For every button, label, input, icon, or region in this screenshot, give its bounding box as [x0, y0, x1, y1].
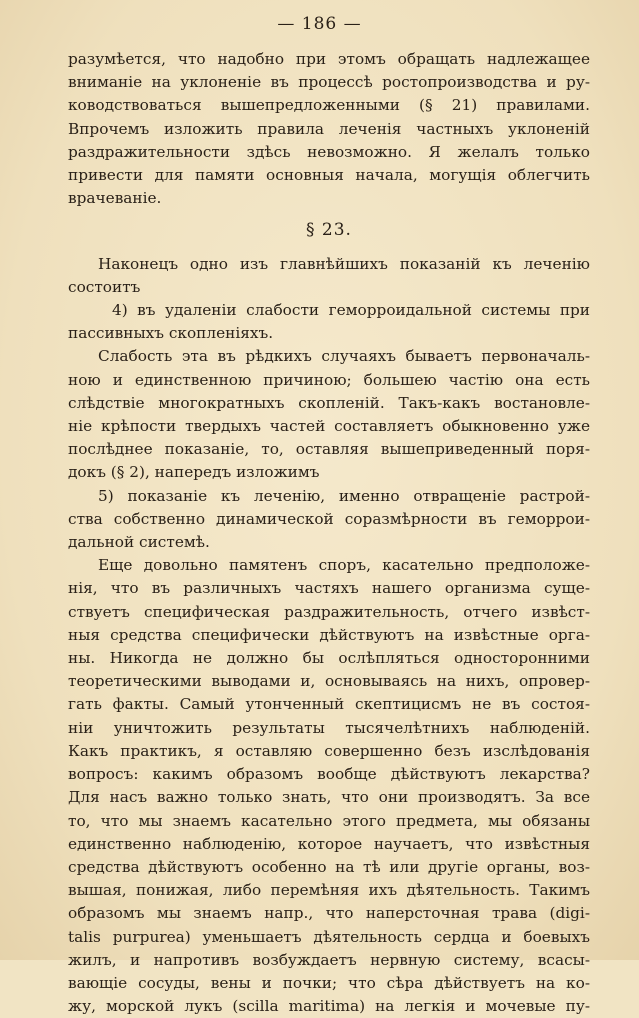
section-heading: § 23.: [306, 220, 352, 241]
page-body: [68, 48, 590, 1018]
text-line: дальной системѣ.: [68, 533, 210, 552]
text-line: Еще довольно памятенъ споръ, касательно предположе-: [98, 556, 590, 575]
text-line: Впрочемъ изложить правила леченія частныхъ уклоненій: [68, 119, 590, 138]
text-line: вающіе сосуды, вены и почки; что сѣра дѣйствуетъ на ко-: [68, 973, 590, 992]
text-line: единственно наблюденію, которое научаетъ, что извѣстныя: [68, 834, 590, 853]
text-line: слѣдствіе многократныхъ скопленій. Такъ-какъ востановле-: [68, 393, 590, 412]
text-line: вопросъ: какимъ образомъ вообще дѣйствуютъ лекарства?: [68, 765, 590, 784]
text-line: жу, морской лукъ (scilla maritima) на легкія и мочевые пу-: [68, 997, 590, 1016]
text-line: нія, что въ различныхъ частяхъ нашего организма суще-: [68, 579, 590, 598]
text-line: 4) въ удаленіи слабости геморроидальной системы при: [112, 301, 590, 320]
text-line: то, что мы знаемъ касательно этого предмета, мы обязаны: [68, 811, 590, 830]
text-line: ніе крѣпости твердыхъ частей составляетъ обыкновенно уже: [68, 417, 590, 436]
text-line: вышая, понижая, либо перемѣняя ихъ дѣятельность. Такимъ: [68, 881, 590, 900]
text-line: послѣднее показаніе, то, оставляя вышеприведенный поря-: [68, 440, 590, 459]
text-line: привести для памяти основныя начала, могущія облегчить: [68, 166, 590, 185]
text-line: ною и единственною причиною; большею частію она есть: [68, 370, 590, 389]
text-line: теоретическими выводами и, основываясь на нихъ, опровер-: [68, 672, 590, 691]
text-line: 5) показаніе къ леченію, именно отвращеніе растрой-: [98, 486, 590, 505]
text-line: ствуетъ специфическая раздражительность, отчего извѣст-: [68, 602, 590, 621]
text-line: вниманіе на уклоненіе въ процессѣ ростопроизводства и ру-: [68, 73, 590, 92]
text-line: образомъ мы знаемъ напр., что наперсточная трава (digi-: [68, 904, 590, 923]
text-line: Для насъ важно только знать, что они производятъ. За все: [68, 788, 590, 807]
text-line: раздражительности здѣсь невозможно. Я желалъ только: [68, 142, 590, 161]
text-line: состоитъ: [68, 277, 141, 296]
text-line: жилъ, и напротивъ возбуждаетъ нервную систему, всасы-: [68, 950, 590, 969]
text-line: средства дѣйствуютъ особенно на тѣ или другіе органы, воз-: [68, 857, 590, 876]
text-line: гать факты. Самый утонченный скептицисмъ не въ состоя-: [68, 695, 590, 714]
text-line: ководствоваться вышепредложенными (§ 21) правилами.: [68, 96, 590, 115]
text-line: Слабость эта въ рѣдкихъ случаяхъ бываетъ первоначаль-: [98, 347, 590, 366]
page-number: — 186 —: [277, 14, 362, 34]
text-line: пассивныхъ скопленіяхъ.: [68, 324, 274, 343]
text-line: ны. Никогда не должно бы ослѣпляться односторонними: [68, 649, 590, 668]
text-line: talis purpurea) уменьшаетъ дѣятельность сердца и боевыхъ: [68, 927, 590, 946]
text-line: врачеваніе.: [68, 189, 162, 208]
text-line: докъ (§ 2), напередъ изложимъ: [68, 463, 320, 482]
text-line: Наконецъ одно изъ главнѣйшихъ показаній къ леченію: [98, 254, 590, 273]
text-line: ства собственно динамической соразмѣрности въ геморрои-: [68, 509, 590, 528]
text-line: ніи уничтожить результаты тысячелѣтнихъ наблюденій.: [68, 718, 590, 737]
text-line: разумѣется, что надобно при этомъ обращать надлежащее: [68, 50, 590, 68]
text-line: ныя средства специфически дѣйствуютъ на извѣстные орга-: [68, 625, 590, 644]
text-line: Какъ практикъ, я оставляю совершенно безъ изслѣдованія: [68, 741, 590, 760]
